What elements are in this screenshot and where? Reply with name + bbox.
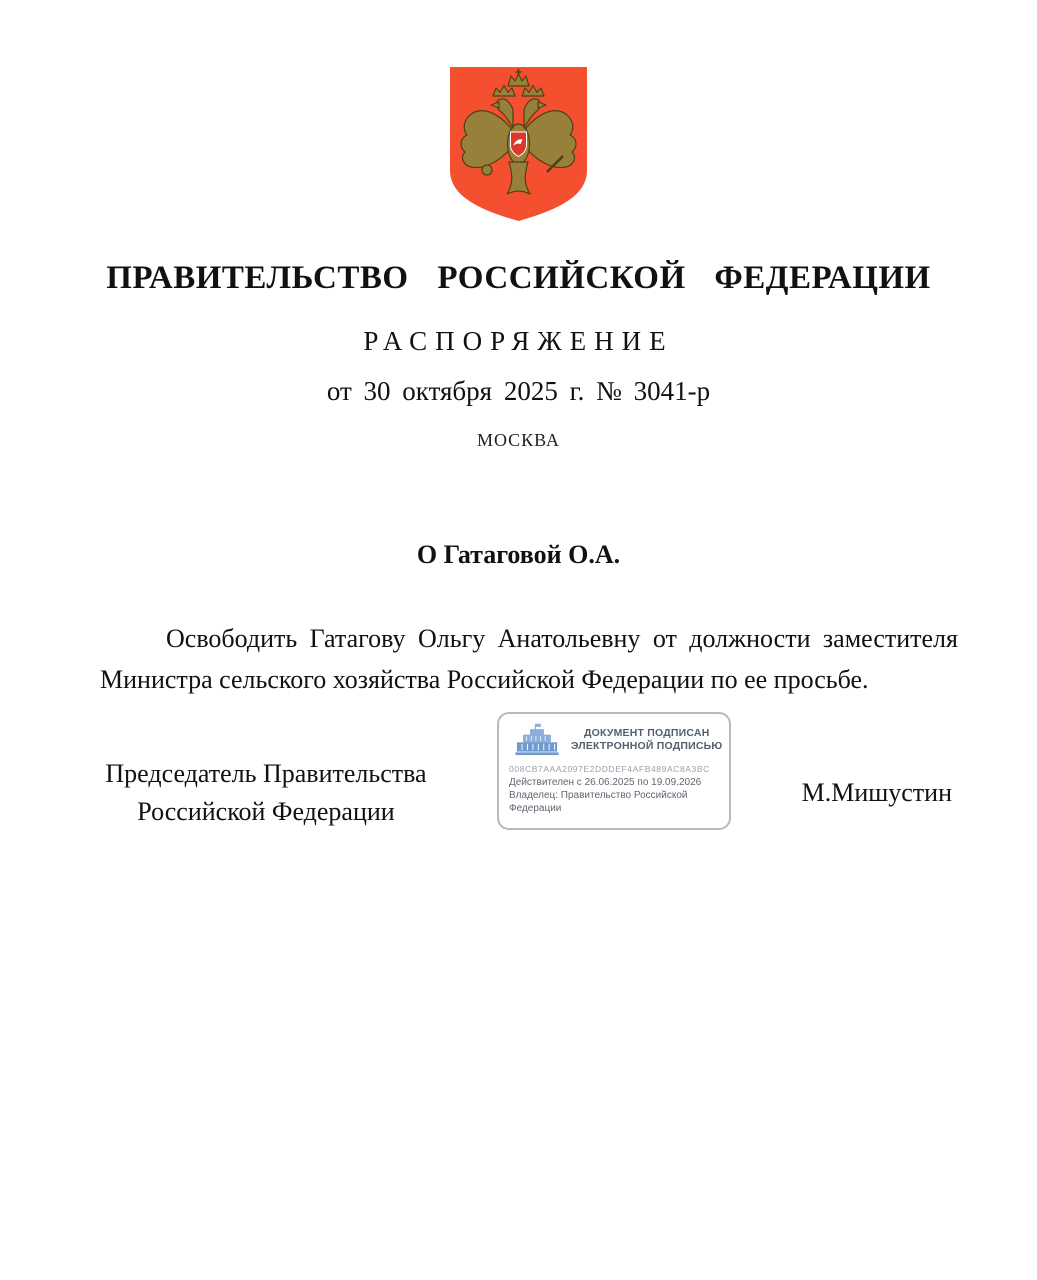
city-label: МОСКВА <box>476 430 561 450</box>
stamp-title-line1: ДОКУМЕНТ ПОДПИСАН <box>583 727 710 739</box>
signer-title <box>100 755 432 831</box>
stamp-owner: Владелец: Правительство Российской Федерации <box>509 790 688 814</box>
org-title: ПРАВИТЕЛЬСТВО РОССИЙСКОЙ ФЕДЕРАЦИИ <box>106 260 931 296</box>
stamp-title <box>571 727 722 753</box>
signature-block <box>0 700 1037 860</box>
stamp-title-line2: ЭЛЕКТРОННОЙ ПОДПИСЬЮ <box>571 740 723 752</box>
signer-name: М.Мишустин <box>801 778 952 807</box>
stamp-header-row <box>509 723 723 757</box>
subject-line: О Гатаговой О.А. <box>416 540 621 569</box>
signer-title-line1: Председатель Правительства <box>105 759 427 788</box>
government-building-icon <box>509 723 565 757</box>
stamp-certificate-number: 008CB7AAA2097E2DDDEF4AFB489AC8A3BC <box>509 764 710 774</box>
body-paragraph: Освободить Гатагову Ольгу Анатольевну от должности заместителя Министра сельского хозяйства Российской Федерации по ее просьбе. <box>100 624 958 694</box>
doc-type-title: РАСПОРЯЖЕНИЕ <box>363 326 674 356</box>
digital-signature-stamp <box>497 712 731 830</box>
stamp-validity-dates: Действителен с 26.06.2025 по 19.09.2026 <box>509 777 702 788</box>
signer-title-line2: Российской Федерации <box>137 797 395 826</box>
date-number-line: от 30 октября 2025 г. № 3041-р <box>326 376 711 406</box>
russia-coat-of-arms-icon <box>447 66 590 222</box>
